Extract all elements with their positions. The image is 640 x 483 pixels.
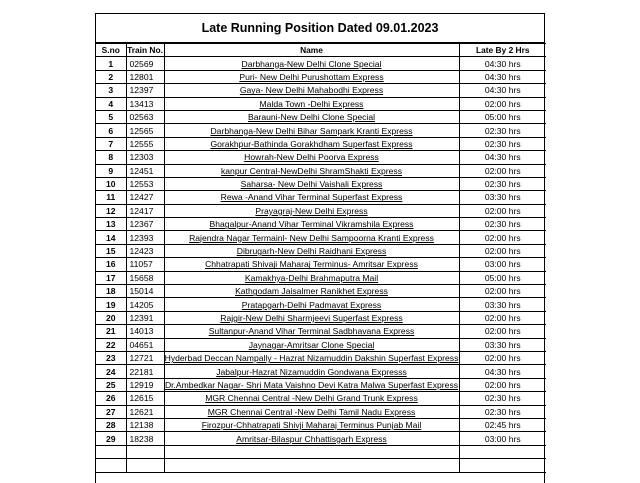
- train-name-cell: kanpur Central-NewDelhi ShramShakti Express: [164, 164, 459, 177]
- table-row: [96, 351, 546, 364]
- serial-number-cell: 20: [96, 311, 126, 324]
- train-name-cell: Hyderbad Deccan Nampally - Hazrat Nizamuddin Dakshin Superfast Express: [164, 353, 459, 364]
- train-name-cell: Gaya- New Delhi Mahabodhi Express: [164, 84, 459, 97]
- empty-table-row: [96, 445, 546, 458]
- late-by-cell: 02:30 hrs: [459, 137, 546, 150]
- train-number-cell: 12919: [126, 378, 164, 391]
- train-name-cell: Rewa -Anand Vihar Terminal Superfast Express: [164, 191, 459, 204]
- table-row: [96, 418, 546, 431]
- late-by-cell: 02:30 hrs: [459, 218, 546, 231]
- train-number-cell: 11057: [126, 258, 164, 271]
- late-by-cell: 02:30 hrs: [459, 392, 546, 405]
- late-by-cell: 02:00 hrs: [459, 351, 546, 364]
- serial-number-cell: 17: [96, 271, 126, 284]
- train-name-cell: Puri- New Delhi Purushottam Express: [164, 70, 459, 83]
- train-number-cell: 12393: [126, 231, 164, 244]
- late-by-cell: 02:00 hrs: [459, 97, 546, 110]
- train-name-cell: Kathgodam Jaisalmer Ranikhet Express: [164, 285, 459, 298]
- train-name-cell: Bhagalpur-Anand Vihar Terminal Vikramshila Express: [164, 218, 459, 231]
- empty-cell: [459, 445, 546, 458]
- train-name-cell: MGR Chennai Central -New Delhi Grand Trunk Express: [164, 392, 459, 405]
- train-number-cell: 12721: [126, 351, 164, 364]
- late-by-cell: 02:00 hrs: [459, 378, 546, 391]
- train-number-cell: 12621: [126, 405, 164, 418]
- table-row: [96, 70, 546, 83]
- table-row: [96, 57, 546, 70]
- table-row: [96, 338, 546, 351]
- table-row: [96, 218, 546, 231]
- table-row: [96, 137, 546, 150]
- train-name-cell: Malda Town -Delhi Express: [164, 97, 459, 110]
- column-header-late-by: Late By 2 Hrs: [459, 44, 546, 57]
- table-row: [96, 271, 546, 284]
- late-by-cell: 03:30 hrs: [459, 338, 546, 351]
- serial-number-cell: 26: [96, 392, 126, 405]
- empty-cell: [126, 459, 164, 472]
- table-row: [96, 97, 546, 110]
- serial-number-cell: 13: [96, 218, 126, 231]
- train-name-cell: Kamakhya-Delhi Brahmaputra Mail: [164, 271, 459, 284]
- train-number-cell: 14013: [126, 325, 164, 338]
- table-row: [96, 231, 546, 244]
- train-number-cell: 04651: [126, 338, 164, 351]
- serial-number-cell: 8: [96, 151, 126, 164]
- empty-table-row: [96, 459, 546, 472]
- train-name-cell: Dibrugarh-New Delhi Raidhani Express: [164, 244, 459, 257]
- table-row: [96, 164, 546, 177]
- late-by-cell: 04:30 hrs: [459, 84, 546, 97]
- late-by-cell: 02:00 hrs: [459, 311, 546, 324]
- train-number-cell: 13413: [126, 97, 164, 110]
- serial-number-cell: 14: [96, 231, 126, 244]
- late-by-cell: 02:45 hrs: [459, 418, 546, 431]
- table-row: [96, 311, 546, 324]
- train-number-cell: 14205: [126, 298, 164, 311]
- serial-number-cell: 10: [96, 177, 126, 190]
- train-name-cell: Jabalpur-Hazrat Nizamuddin Gondwana Expresss: [164, 365, 459, 378]
- late-by-cell: 03:00 hrs: [459, 432, 546, 445]
- table-row: [96, 405, 546, 418]
- serial-number-cell: 25: [96, 378, 126, 391]
- column-header-train-no: Train No.: [127, 45, 163, 56]
- serial-number-cell: 16: [96, 258, 126, 271]
- late-by-cell: 04:30 hrs: [459, 365, 546, 378]
- late-by-cell: 02:00 hrs: [459, 231, 546, 244]
- table-row: [96, 177, 546, 190]
- table-row: [96, 365, 546, 378]
- empty-cell: [164, 459, 459, 472]
- train-name-cell: Jaynagar-Amritsar Clone Special: [164, 338, 459, 351]
- late-by-cell: 04:30 hrs: [459, 151, 546, 164]
- table-row: [96, 84, 546, 97]
- serial-number-cell: 23: [96, 351, 126, 364]
- train-number-cell: 12553: [126, 177, 164, 190]
- train-number-cell: 15658: [126, 271, 164, 284]
- table-row: [96, 110, 546, 123]
- train-number-cell: 12397: [126, 84, 164, 97]
- empty-cell: [459, 459, 546, 472]
- late-by-cell: 04:30 hrs: [459, 57, 546, 70]
- train-number-cell: 12391: [126, 311, 164, 324]
- late-by-cell: 02:30 hrs: [459, 124, 546, 137]
- table-body: [96, 57, 546, 472]
- serial-number-cell: 21: [96, 325, 126, 338]
- train-name-cell: Gorakhpur-Bathinda Gorakhdham Superfast Express: [164, 137, 459, 150]
- serial-number-cell: 12: [96, 204, 126, 217]
- train-number-cell: 12555: [126, 137, 164, 150]
- empty-cell: [126, 445, 164, 458]
- train-number-cell: 02569: [126, 57, 164, 70]
- train-name-cell: Darbhanga-New Delhi Clone Special: [164, 57, 459, 70]
- serial-number-cell: 9: [96, 164, 126, 177]
- train-name-cell: Barauni-New Delhi Clone Special: [164, 110, 459, 123]
- table-row: [96, 392, 546, 405]
- late-by-cell: 05:00 hrs: [459, 110, 546, 123]
- late-by-cell: 02:30 hrs: [459, 405, 546, 418]
- column-header-sno: S.no: [96, 44, 126, 57]
- train-name-cell: Darbhanga-New Delhi Bihar Sampark Kranti Express: [164, 124, 459, 137]
- train-number-cell: 12423: [126, 244, 164, 257]
- serial-number-cell: 5: [96, 110, 126, 123]
- serial-number-cell: 28: [96, 418, 126, 431]
- train-number-cell: 12801: [126, 70, 164, 83]
- train-name-cell: Rajgir-New Delhi Sharmjeevi Superfast Express: [164, 311, 459, 324]
- empty-cell: [96, 459, 126, 472]
- table-header-row: [96, 44, 546, 57]
- late-by-cell: 03:30 hrs: [459, 298, 546, 311]
- table-row: [96, 124, 546, 137]
- late-by-cell: 03:00 hrs: [459, 258, 546, 271]
- late-by-cell: 04:30 hrs: [459, 70, 546, 83]
- late-by-cell: 05:00 hrs: [459, 271, 546, 284]
- table-row: [96, 191, 546, 204]
- train-number-cell: 15014: [126, 285, 164, 298]
- serial-number-cell: 7: [96, 137, 126, 150]
- train-name-cell: Prayagraj-New Delhi Express: [164, 204, 459, 217]
- train-name-cell: Howrah-New Delhi Poorva Express: [164, 151, 459, 164]
- table-row: [96, 298, 546, 311]
- table-row: [96, 258, 546, 271]
- column-header-name: Name: [164, 44, 459, 57]
- late-by-cell: 02:00 hrs: [459, 164, 546, 177]
- empty-cell: [96, 445, 126, 458]
- train-name-cell: Amritsar-Bilaspur Chhattisgarh Express: [164, 432, 459, 445]
- late-by-cell: 02:00 hrs: [459, 325, 546, 338]
- train-number-cell: 02563: [126, 110, 164, 123]
- train-name-cell: Dr.Ambedkar Nagar- Shri Mata Vaishno Devi Katra Malwa Superfast Express: [164, 379, 459, 390]
- train-name-cell: MGR Chennai Central -New Delhi Tamil Nadu Express: [164, 405, 459, 418]
- late-by-cell: 02:30 hrs: [459, 177, 546, 190]
- train-name-cell: Chhatrapati Shivaji Maharaj Terminus- Amritsar Express: [164, 258, 459, 271]
- late-by-cell: 02:00 hrs: [459, 204, 546, 217]
- train-number-cell: 12367: [126, 218, 164, 231]
- document-sheet: [95, 13, 545, 483]
- train-number-cell: 12138: [126, 418, 164, 431]
- table-row: [96, 151, 546, 164]
- serial-number-cell: 22: [96, 338, 126, 351]
- late-by-cell: 02:00 hrs: [459, 244, 546, 257]
- serial-number-cell: 1: [96, 57, 126, 70]
- train-number-cell: 12615: [126, 392, 164, 405]
- serial-number-cell: 18: [96, 285, 126, 298]
- table-row: [96, 378, 546, 391]
- serial-number-cell: 15: [96, 244, 126, 257]
- train-number-cell: 12565: [126, 124, 164, 137]
- late-by-cell: 03:30 hrs: [459, 191, 546, 204]
- train-number-cell: 12303: [126, 151, 164, 164]
- serial-number-cell: 3: [96, 84, 126, 97]
- train-name-cell: Pratapgarh-Delhi Padmavat Express: [164, 298, 459, 311]
- train-name-cell: Sultanpur-Anand Vihar Terminal Sadbhavana Express: [164, 325, 459, 338]
- table-row: [96, 285, 546, 298]
- empty-cell: [164, 445, 459, 458]
- train-name-cell: Rajendra Nagar Termainl- New Delhi Sampoorna Kranti Express: [164, 231, 459, 244]
- serial-number-cell: 2: [96, 70, 126, 83]
- train-number-cell: 12427: [126, 191, 164, 204]
- table-row: [96, 204, 546, 217]
- table-row: [96, 325, 546, 338]
- late-by-cell: 02:00 hrs: [459, 285, 546, 298]
- serial-number-cell: 11: [96, 191, 126, 204]
- train-number-cell: 18238: [126, 432, 164, 445]
- train-name-cell: Firozpur-Chhatrapati Shivji Maharaj Terminus Punjab Mail: [164, 418, 459, 431]
- train-number-cell: 12451: [126, 164, 164, 177]
- serial-number-cell: 24: [96, 365, 126, 378]
- table-row: [96, 432, 546, 445]
- serial-number-cell: 19: [96, 298, 126, 311]
- table-row: [96, 244, 546, 257]
- serial-number-cell: 4: [96, 97, 126, 110]
- train-name-cell: Saharsa- New Delhi Vaishali Express: [164, 177, 459, 190]
- serial-number-cell: 29: [96, 432, 126, 445]
- serial-number-cell: 27: [96, 405, 126, 418]
- train-number-cell: 12417: [126, 204, 164, 217]
- late-running-table: [96, 43, 546, 473]
- page-title: Late Running Position Dated 09.01.2023: [96, 14, 544, 43]
- serial-number-cell: 6: [96, 124, 126, 137]
- train-number-cell: 22181: [126, 365, 164, 378]
